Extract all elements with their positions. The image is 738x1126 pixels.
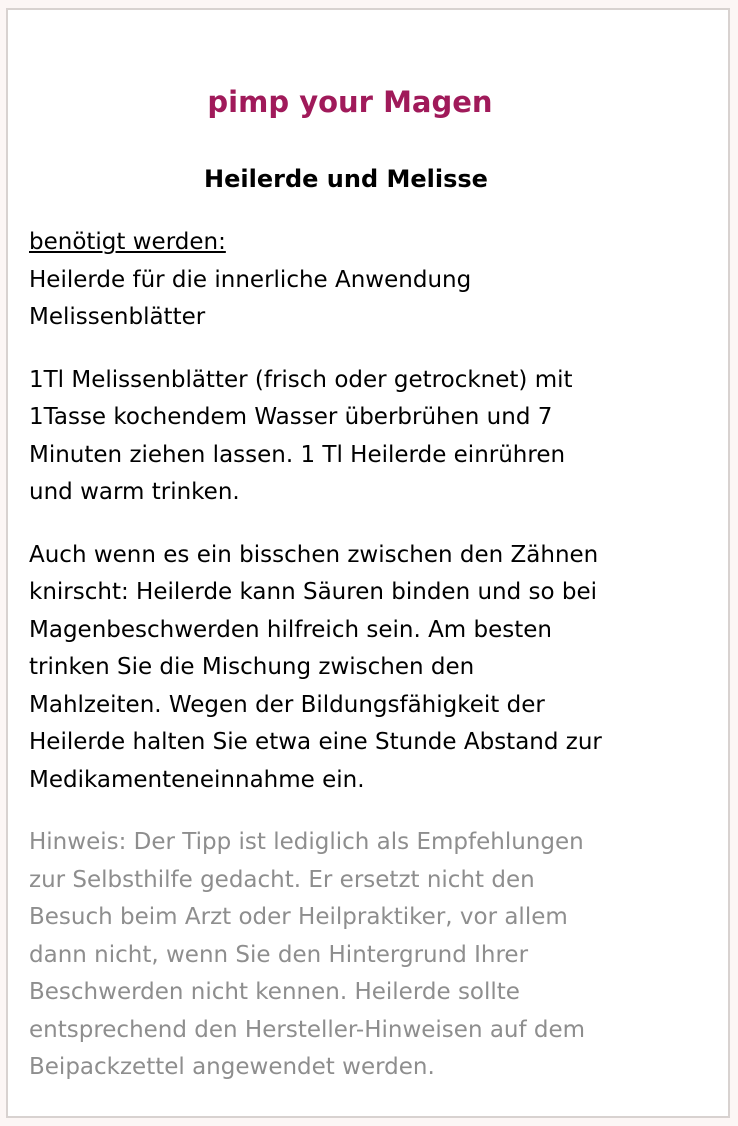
recipe-subtitle: Heilerde und Melisse <box>204 165 488 193</box>
explanation-line: Heilerde halten Sie etwa eine Stunde Abstand zur <box>29 729 602 755</box>
explanation-line: knirscht: Heilerde kann Säuren binden und so bei <box>29 579 598 605</box>
disclaimer-line: Beipackzettel angewendet werden. <box>29 1054 435 1080</box>
explanation-line: Auch wenn es ein bisschen zwischen den Zähnen <box>29 541 599 568</box>
recipe-card <box>6 8 730 1118</box>
disclaimer-paragraph <box>29 824 709 1087</box>
recipe-content <box>29 224 709 1112</box>
explanation-line: Mahlzeiten. Wegen der Bildungsfähigkeit der <box>29 691 545 718</box>
preparation-line: 1Tasse kochendem Wasser überbrühen und 7 <box>29 404 553 430</box>
preparation-line: und warm trinken. <box>29 479 240 505</box>
preparation-line: Minuten ziehen lassen. 1 Tl Heilerde einrühren <box>29 441 566 468</box>
disclaimer-line: Beschwerden nicht kennen. Heilerde sollte <box>29 979 520 1005</box>
ingredients-section <box>29 224 709 337</box>
disclaimer-line: dann nicht, wenn Sie den Hintergrund Ihrer <box>29 941 529 968</box>
disclaimer-line: zur Selbsthilfe gedacht. Er ersetzt nicht den <box>29 866 535 893</box>
disclaimer-line: Hinweis: Der Tipp ist lediglich als Empfehlungen <box>29 829 584 855</box>
preparation-line: 1Tl Melissenblätter (frisch oder getrocknet) mit <box>29 366 573 393</box>
explanation-paragraph <box>29 537 709 800</box>
explanation-line: trinken Sie die Mischung zwischen den <box>29 654 475 680</box>
preparation-paragraph <box>29 362 709 512</box>
ingredient-item: Heilerde für die innerliche Anwendung <box>29 266 472 293</box>
ingredients-heading: benötigt werden: <box>29 229 226 255</box>
disclaimer-line: entsprechend den Hersteller-Hinweisen auf dem <box>29 1016 586 1043</box>
explanation-line: Magenbeschwerden hilfreich sein. Am besten <box>29 616 553 643</box>
ingredient-item: Melissenblätter <box>29 304 206 330</box>
explanation-line: Medikamenteneinnahme ein. <box>29 766 365 793</box>
disclaimer-line: Besuch beim Arzt oder Heilpraktiker, vor allem <box>29 904 568 930</box>
page-title: pimp your Magen <box>207 85 493 119</box>
